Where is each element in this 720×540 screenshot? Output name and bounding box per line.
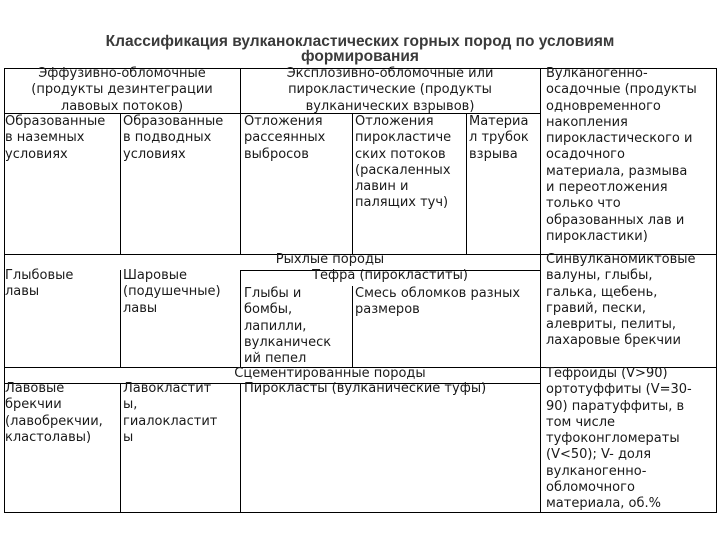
section-loose-label: Рыхлые породы — [275, 252, 385, 267]
cemented-pyroclastites: Пирокласты (вулканические туфы) — [244, 381, 487, 396]
title-line-2: формирования — [301, 48, 419, 65]
header-effusive: Эффузивно-обломочные (продукты дезинтеграции лавовых потоков) — [31, 66, 213, 114]
cemented-lava-breccias: Лавовые брекчии (лавобрекчии, кластолавы) — [5, 381, 103, 445]
loose-block-lavas: Глыбовые лавы — [5, 268, 74, 300]
table-border-right — [716, 68, 717, 513]
loose-tephra: Тефра (пирокластиты) — [312, 268, 468, 283]
subheader-pipes: Материа л трубок взрыва — [469, 114, 529, 162]
subheader-flows: Отложения пирокластиче ских потоков (раскаленных лавин и палящих туч) — [355, 114, 452, 211]
table-col-sep-3 — [352, 113, 353, 254]
table-col-sep-1 — [120, 113, 121, 254]
table-col-sep-2c — [240, 383, 241, 512]
loose-fragment-mixture: Смесь обломков разных размеров — [355, 286, 521, 318]
loose-synvolcanic: Синвулканомиктовые валуны, глыбы, галька, щебень, гравий, пески, алевриты, пелиты, лахаровые брекчии — [546, 252, 696, 349]
section-cemented-label: Сцементированные породы — [234, 366, 426, 381]
loose-pillow-lavas: Шаровые (подушечные) лавы — [123, 268, 221, 316]
table-col-sep-1b — [120, 270, 121, 367]
table-col-sep-1c — [120, 383, 121, 512]
cemented-lavaclastites: Лавокластит ы, гиалокластит ы — [123, 381, 218, 445]
header-explosive: Эксплозивно-обломочные или пирокластические (продукты вулканических взрывов) — [286, 66, 494, 114]
title-line-1: Классификация вулканокластических горных пород по условиям — [105, 33, 615, 50]
subheader-terrestrial: Образованные в наземных условиях — [5, 114, 106, 162]
subheader-underwater: Образованные в подводных условиях — [123, 114, 224, 162]
cemented-tephroids: Тефроиды (V>90) ортотуффиты (V=30- 90) паратуффиты, в том числе туфоконгломераты (V<50); V- доля вулканогенно- обломочного материала, об.% — [546, 366, 692, 512]
table-col-sep-2b — [240, 270, 241, 367]
page-title — [60, 30, 660, 65]
table-col-sep-4 — [466, 113, 467, 254]
table-col-sep-5 — [540, 68, 541, 513]
header-volcanosedimentary: Вулканогенно- осадочные (продукты одновременного накопления пирокластического и осадочного материала, размыва и переотложения только что образованных лав и пирокластики) — [546, 66, 697, 244]
loose-blocks-bombs: Глыбы и бомбы, лапилли, вулканическ ий пепел — [244, 286, 332, 367]
table-col-sep-3b — [352, 286, 353, 367]
subheader-dispersed: Отложения рассеянных выбросов — [244, 114, 326, 162]
